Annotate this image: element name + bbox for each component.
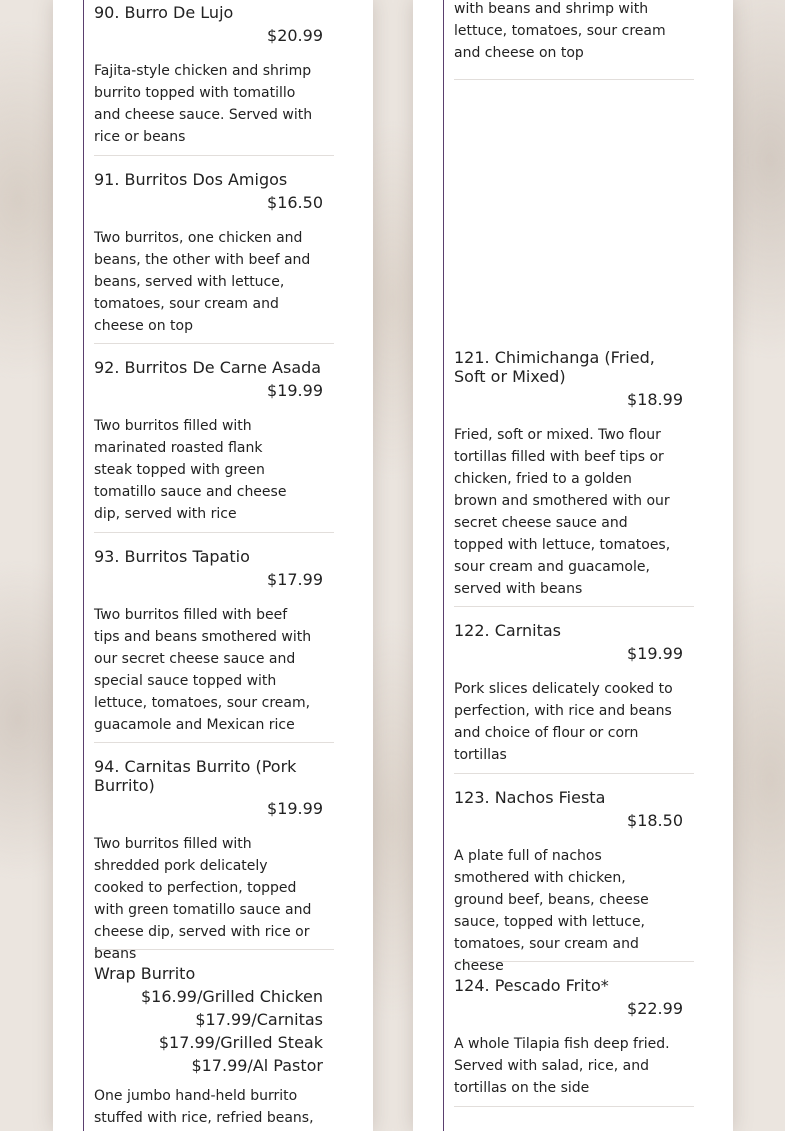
menu-item[interactable] (94, 358, 334, 533)
menu-card-right (413, 0, 733, 1131)
item-price (94, 985, 334, 1077)
menu-item[interactable] (454, 976, 694, 1107)
item-price (94, 24, 334, 47)
item-name: 92. Burritos De Carne Asada (94, 358, 322, 377)
price-line: $19.99 (267, 799, 323, 818)
item-name: 91. Burritos Dos Amigos (94, 170, 288, 189)
menu-card-left (53, 0, 373, 1131)
price-line: $16.99/Grilled Chicken (140, 987, 323, 1006)
item-price (94, 379, 334, 402)
menu-item[interactable] (94, 757, 334, 962)
price-line: $22.99 (627, 999, 683, 1018)
item-price (454, 809, 694, 832)
item-description-continued: with beans and shrimp with lettuce, tomatoes, sour cream and cheese on top (454, 1, 666, 61)
item-name: 93. Burritos Tapatio (94, 547, 250, 566)
price-line: $18.50 (627, 811, 683, 830)
item-price (94, 797, 334, 820)
price-line: $17.99/Al Pastor (191, 1056, 323, 1075)
menu-item[interactable] (454, 621, 694, 774)
item-description: Fajita-style chicken and shrimp burrito topped with tomatillo and cheese sauce. Served with rice or beans (94, 63, 313, 145)
item-price (454, 388, 694, 411)
item-description: Two burritos, one chicken and beans, the other with beef and beans, served with lettuce, tomatoes, sour cream and cheese on top (94, 230, 311, 334)
menu-item[interactable] (94, 547, 334, 743)
item-description: Fried, soft or mixed. Two flour tortillas filled with beef tips or chicken, fried to a golden brown and smothered with our secret cheese sauce and topped with lettuce, tomatoes, sour cream and guacamole, served with beans (454, 427, 671, 597)
item-price (94, 568, 334, 591)
menu-item[interactable] (94, 3, 334, 156)
divider (454, 79, 694, 80)
menu-item[interactable] (454, 788, 694, 974)
price-line: $17.99/Grilled Steak (158, 1033, 323, 1052)
item-name: 123. Nachos Fiesta (454, 788, 606, 807)
item-price (454, 642, 694, 665)
item-name: Wrap Burrito (94, 964, 196, 983)
item-name: 94. Carnitas Burrito (Pork Burrito) (94, 757, 297, 795)
price-line: $20.99 (267, 26, 323, 45)
item-description: One jumbo hand-held burrito stuffed with rice, refried beans, (94, 1088, 314, 1126)
price-line: $19.99 (267, 381, 323, 400)
price-line: $16.50 (267, 193, 323, 212)
price-line: $17.99 (267, 570, 323, 589)
price-line: $18.99 (627, 390, 683, 409)
price-line: $17.99/Carnitas (195, 1010, 323, 1029)
item-name: 121. Chimichanga (Fried, Soft or Mixed) (454, 348, 655, 386)
item-description: Two burritos filled with marinated roasted flank steak topped with green tomatillo sauce and cheese dip, served with rice (94, 418, 287, 522)
menu-item[interactable] (454, 348, 694, 607)
item-description: Pork slices delicately cooked to perfection, with rice and beans and choice of flour or corn tortillas (454, 681, 673, 763)
menu-item[interactable] (94, 170, 334, 344)
price-line: $19.99 (627, 644, 683, 663)
item-description: A whole Tilapia fish deep fried. Served with salad, rice, and tortillas on the side (454, 1036, 670, 1096)
menu-item[interactable] (94, 964, 334, 1131)
item-name: 90. Burro De Lujo (94, 3, 234, 22)
menu-list-left (83, 0, 335, 1131)
item-description: Two burritos filled with beef tips and beans smothered with our secret cheese sauce and special sauce topped with lettuce, tomatoes, sour cream, guacamole and Mexican rice (94, 607, 312, 733)
item-price (454, 997, 694, 1020)
item-description: Two burritos filled with shredded pork delicately cooked to perfection, topped with green tomatillo sauce and cheese dip, served with rice or beans (94, 836, 312, 962)
item-description: A plate full of nachos smothered with chicken, ground beef, beans, cheese sauce, topped with lettuce, tomatoes, sour cream and cheese (454, 848, 649, 974)
item-name: 124. Pescado Frito* (454, 976, 609, 995)
menu-list-right (443, 0, 695, 1131)
item-name: 122. Carnitas (454, 621, 561, 640)
item-price (94, 191, 334, 214)
